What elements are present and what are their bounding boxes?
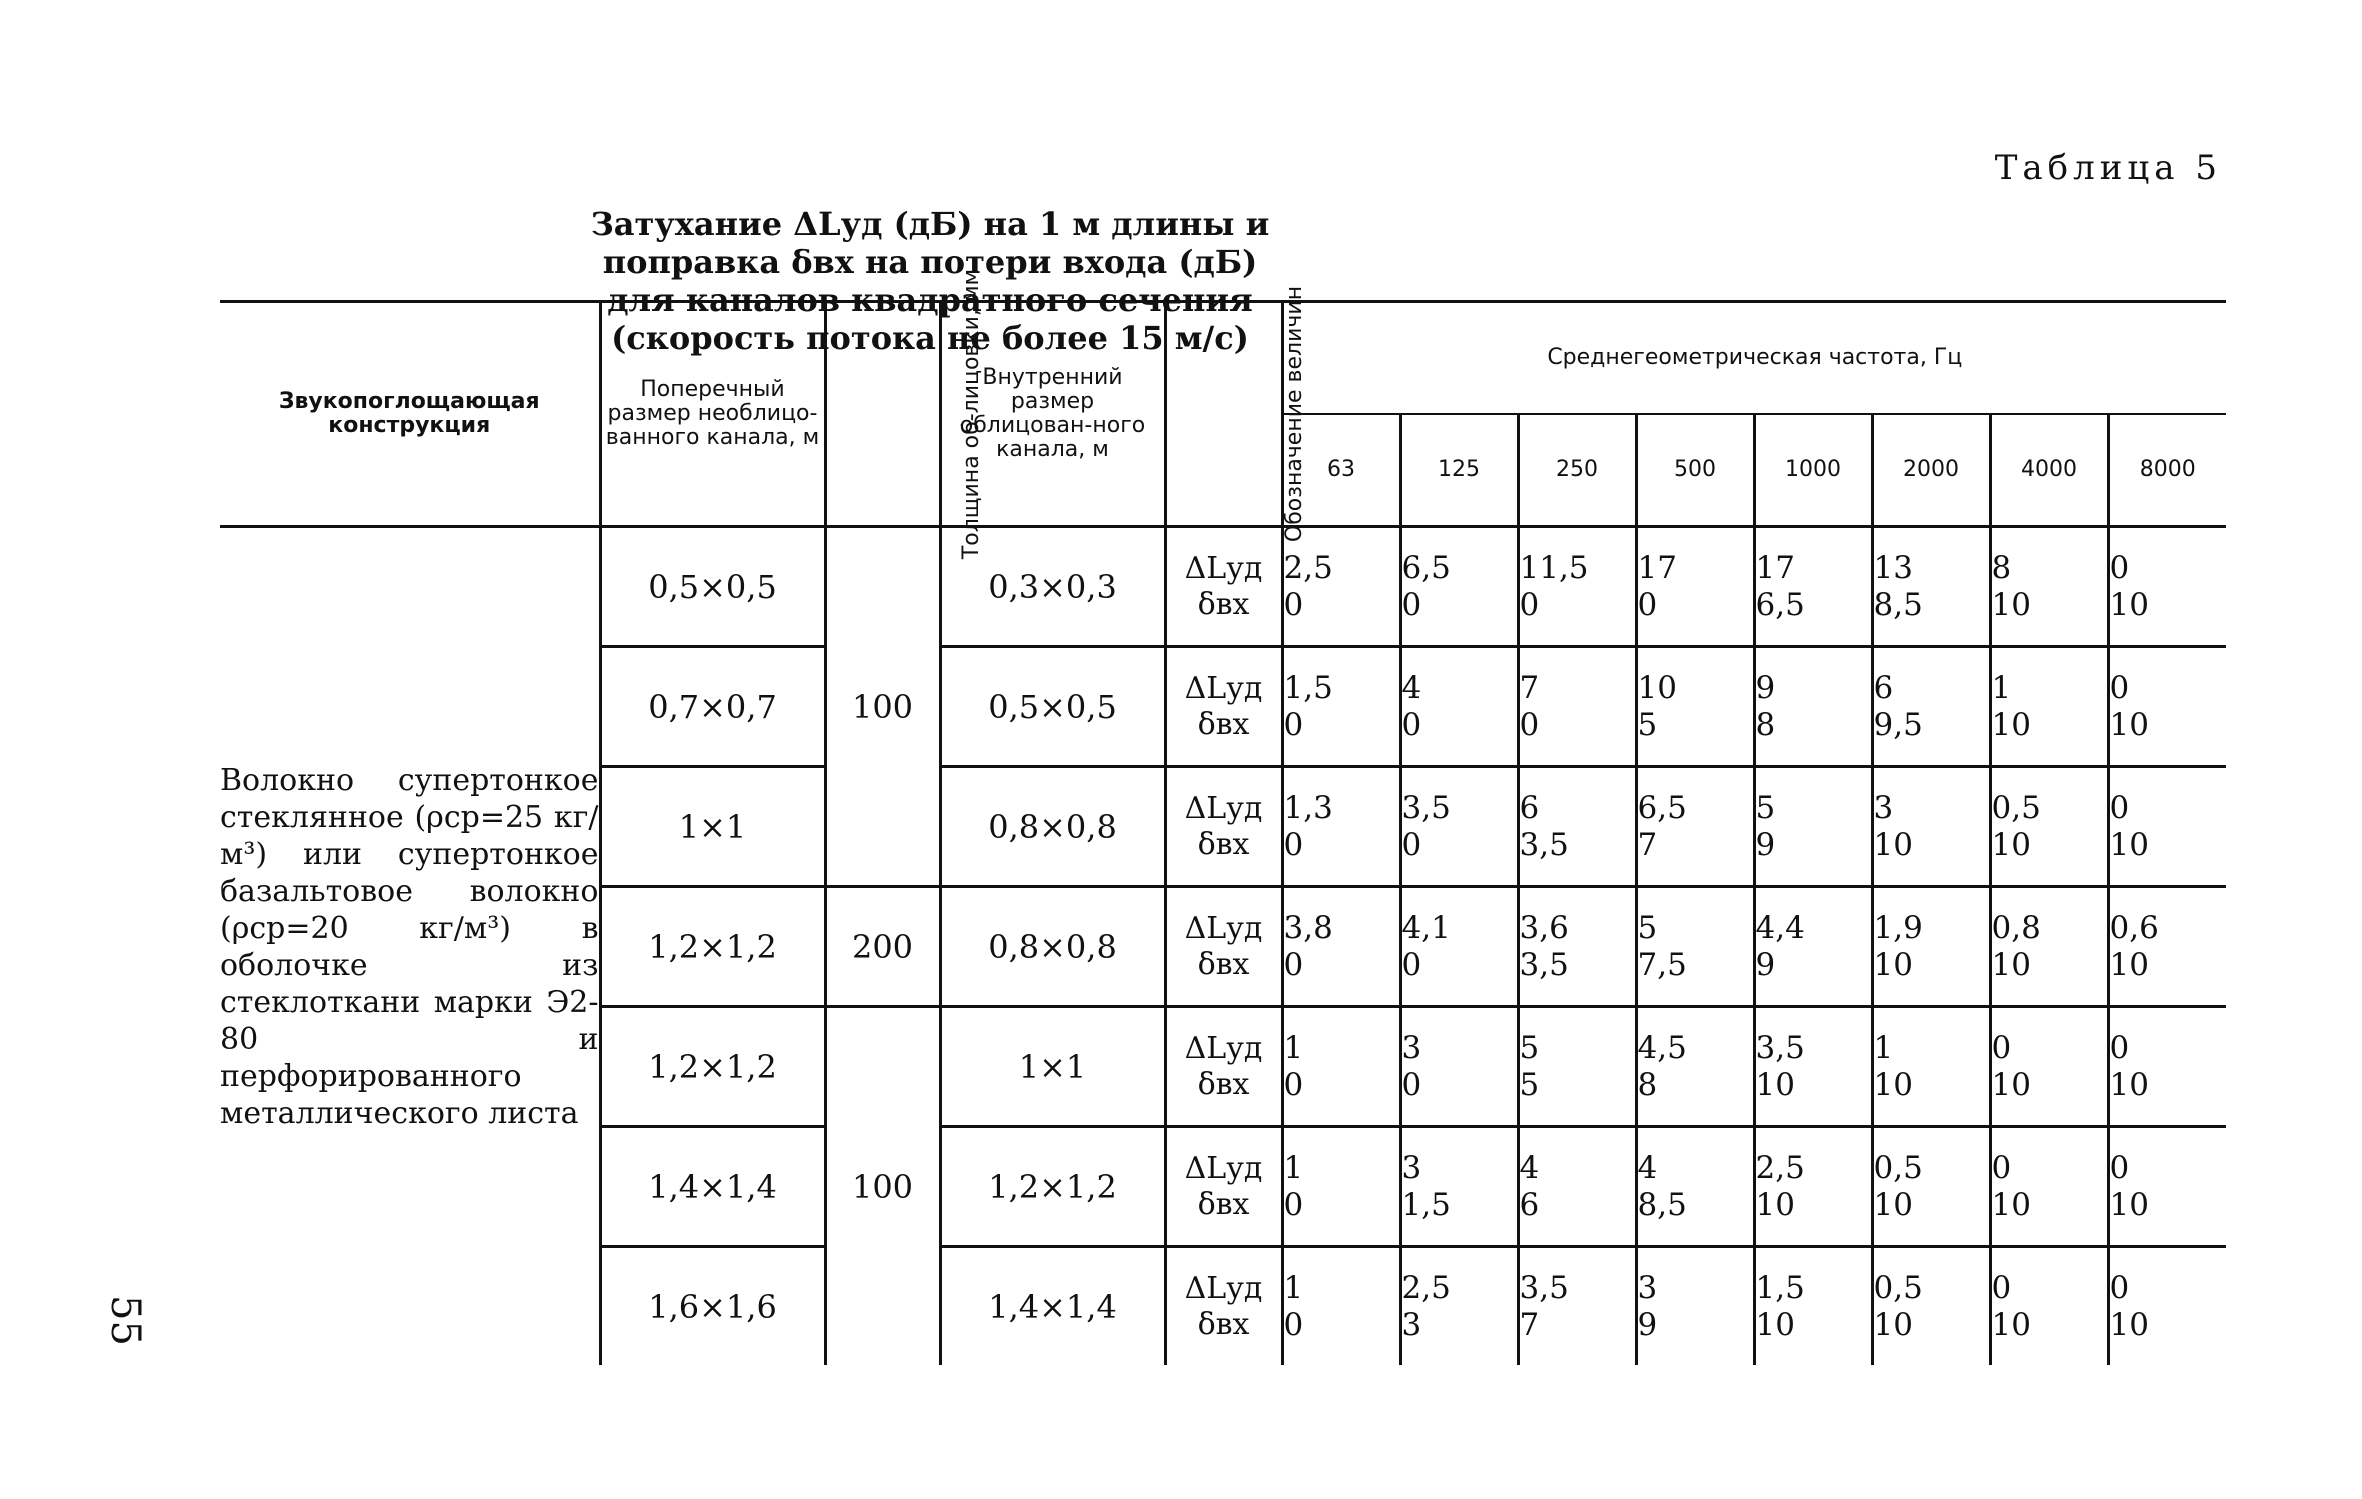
thickness-cell: 100: [825, 527, 940, 887]
dv-value: 0: [1401, 706, 1422, 743]
header-symbol-text: Обозначение величин: [1281, 285, 1307, 543]
page-number: 55: [102, 1295, 148, 1346]
dv-value: 10: [1873, 1186, 1913, 1223]
symbol-cell: [1165, 767, 1282, 887]
thickness-cell: 200: [825, 887, 940, 1007]
dv-value: 10: [1873, 1066, 1913, 1103]
dv-value: 0: [1283, 586, 1304, 623]
dv-value: 0: [1401, 946, 1422, 983]
dl-value: 2,5: [1401, 1269, 1451, 1306]
value-cell: [1282, 527, 1400, 647]
attenuation-table: [220, 268, 2226, 1365]
value-cell: [1636, 1007, 1754, 1127]
dl-value: 3: [1401, 1029, 1422, 1066]
dl-value: 5: [1755, 789, 1776, 826]
dl-value: 10: [1637, 669, 1677, 706]
value-cell: [1400, 647, 1518, 767]
dv-value: 10: [2109, 1306, 2149, 1343]
outer-size-cell: 1,4×1,4: [600, 1127, 825, 1247]
dl-value: 5: [1637, 909, 1658, 946]
dl-value: 1,5: [1755, 1269, 1805, 1306]
dv-value: 10: [1991, 586, 2031, 623]
dv-value: 8,5: [1637, 1186, 1687, 1223]
outer-size-cell: 1,2×1,2: [600, 1007, 825, 1127]
symbol-cell: [1165, 887, 1282, 1007]
dl-value: 3: [1873, 789, 1894, 826]
dv-value: 9,5: [1873, 706, 1923, 743]
header-thickness: [825, 268, 984, 560]
inner-size-cell: 0,3×0,3: [940, 527, 1165, 647]
dl-value: 0,5: [1991, 789, 2041, 826]
outer-size-cell: 1,6×1,6: [600, 1247, 825, 1366]
dl-value: 1,9: [1873, 909, 1923, 946]
value-cell: [2108, 1007, 2226, 1127]
value-cell: [1754, 647, 1872, 767]
freq-8000: 8000: [2108, 414, 2226, 527]
dv-value: 7: [1519, 1306, 1540, 1343]
dl-value: 0: [2109, 1149, 2130, 1186]
freq-1000: 1000: [1754, 414, 1872, 527]
symbol-cell: [1165, 1247, 1282, 1366]
dl-value: 3,8: [1283, 909, 1333, 946]
header-outer-size: Поперечный размер необлицо-ванного канала, м: [600, 302, 825, 527]
dl-value: 4,5: [1637, 1029, 1687, 1066]
dv-value: 6: [1519, 1186, 1540, 1223]
dl-value: 1: [1283, 1149, 1304, 1186]
value-cell: [1518, 887, 1636, 1007]
symbol-cell: [1165, 527, 1282, 647]
dl-value: 0,5: [1873, 1149, 1923, 1186]
dl-value: 1: [1873, 1029, 1894, 1066]
value-cell: [1754, 1007, 1872, 1127]
dv-value: 10: [1991, 946, 2031, 983]
dl-value: 1: [1283, 1269, 1304, 1306]
dv-value: 10: [1991, 826, 2031, 863]
symbol-dv: δвх: [1197, 946, 1250, 982]
value-cell: [1754, 887, 1872, 1007]
dv-value: 10: [1755, 1186, 1795, 1223]
thickness-cell: 100: [825, 1007, 940, 1366]
freq-250: 250: [1518, 414, 1636, 527]
value-cell: [1990, 527, 2108, 647]
dv-value: 10: [1873, 946, 1913, 983]
value-cell: [1636, 767, 1754, 887]
value-cell: [1282, 1247, 1400, 1366]
dv-value: 8: [1755, 706, 1776, 743]
inner-size-cell: 0,8×0,8: [940, 887, 1165, 1007]
dl-value: 6,5: [1401, 549, 1451, 586]
value-cell: [1400, 887, 1518, 1007]
dv-value: 0: [1283, 946, 1304, 983]
dl-value: 5: [1519, 1029, 1540, 1066]
dv-value: 0: [1519, 586, 1540, 623]
dv-value: 3: [1401, 1306, 1422, 1343]
dl-value: 3,6: [1519, 909, 1569, 946]
dl-value: 2,5: [1283, 549, 1333, 586]
dv-value: 10: [2109, 946, 2149, 983]
dv-value: 10: [2109, 586, 2149, 623]
dl-value: 9: [1755, 669, 1776, 706]
dl-value: 6,5: [1637, 789, 1687, 826]
dl-value: 4,4: [1755, 909, 1805, 946]
dl-value: 13: [1873, 549, 1913, 586]
dv-value: 10: [1873, 1306, 1913, 1343]
value-cell: [1636, 1247, 1754, 1366]
value-cell: [1282, 1007, 1400, 1127]
dl-value: 0: [2109, 1269, 2130, 1306]
dl-value: 17: [1637, 549, 1677, 586]
value-cell: [2108, 527, 2226, 647]
dv-value: 3,5: [1519, 826, 1569, 863]
symbol-dl: ΔLуд: [1184, 790, 1263, 826]
value-cell: [1400, 1247, 1518, 1366]
caption-line-2: для каналов квадратного сечения (скорость потока не более 15 м/с): [607, 281, 1253, 357]
outer-size-cell: 0,7×0,7: [600, 647, 825, 767]
value-cell: [1636, 647, 1754, 767]
value-cell: [1282, 647, 1400, 767]
value-cell: [1990, 1007, 2108, 1127]
symbol-dl: ΔLуд: [1184, 1150, 1263, 1186]
value-cell: [1400, 767, 1518, 887]
dv-value: 3,5: [1519, 946, 1569, 983]
outer-size-cell: 1×1: [600, 767, 825, 887]
value-cell: [1518, 1007, 1636, 1127]
dv-value: 0: [1637, 586, 1658, 623]
dl-value: 0,8: [1991, 909, 2041, 946]
value-cell: [2108, 767, 2226, 887]
dv-value: 10: [1755, 1306, 1795, 1343]
dv-value: 10: [2109, 706, 2149, 743]
construction-description: Волокно супертонкое стеклянное (ρср=25 кг/м³) или супертонкое базальтовое волокно (ρср=20 кг/м³) в оболочке из стеклоткани марки Э2-80 и перфорированного металлического листа: [220, 762, 599, 1131]
symbol-dv: δвх: [1197, 1306, 1250, 1342]
dl-value: 0: [2109, 549, 2130, 586]
dv-value: 10: [1991, 1306, 2031, 1343]
dl-value: 4: [1401, 669, 1422, 706]
symbol-dv: δвх: [1197, 1186, 1250, 1222]
value-cell: [2108, 1247, 2226, 1366]
dv-value: 6,5: [1755, 586, 1805, 623]
dl-value: 6: [1873, 669, 1894, 706]
dv-value: 0: [1283, 706, 1304, 743]
dv-value: 10: [2109, 1186, 2149, 1223]
dv-value: 0: [1401, 826, 1422, 863]
dl-value: 3: [1401, 1149, 1422, 1186]
dv-value: 10: [1991, 706, 2031, 743]
dl-value: 0: [2109, 789, 2130, 826]
freq-2000: 2000: [1872, 414, 1990, 527]
value-cell: [1872, 1007, 1990, 1127]
symbol-dl: ΔLуд: [1184, 910, 1263, 946]
inner-size-cell: 1,2×1,2: [940, 1127, 1165, 1247]
dv-value: 10: [2109, 826, 2149, 863]
dl-value: 0: [2109, 1029, 2130, 1066]
dl-value: 11,5: [1519, 549, 1589, 586]
dv-value: 0: [1519, 706, 1540, 743]
dv-value: 10: [1873, 826, 1913, 863]
dl-value: 7: [1519, 669, 1540, 706]
dv-value: 5: [1519, 1066, 1540, 1103]
dv-value: 8: [1637, 1066, 1658, 1103]
value-cell: [1990, 767, 2108, 887]
value-cell: [1872, 767, 1990, 887]
dl-value: 3,5: [1519, 1269, 1569, 1306]
dv-value: 0: [1283, 1186, 1304, 1223]
caption-line-1: Затухание ΔLуд (дБ) на 1 м длины и поправка δвх на потери входа (дБ): [590, 205, 1270, 281]
symbol-dl: ΔLуд: [1184, 1270, 1263, 1306]
dl-value: 0: [1991, 1029, 2012, 1066]
dv-value: 10: [1991, 1066, 2031, 1103]
dv-value: 10: [1755, 1066, 1795, 1103]
dv-value: 0: [1283, 1066, 1304, 1103]
value-cell: [1636, 1127, 1754, 1247]
dl-value: 0,6: [2109, 909, 2159, 946]
value-cell: [1400, 1127, 1518, 1247]
value-cell: [1872, 1127, 1990, 1247]
dl-value: 0: [1991, 1149, 2012, 1186]
value-cell: [2108, 887, 2226, 1007]
freq-500: 500: [1636, 414, 1754, 527]
value-cell: [1518, 647, 1636, 767]
symbol-cell: [1165, 1127, 1282, 1247]
symbol-dv: δвх: [1197, 826, 1250, 862]
value-cell: [2108, 647, 2226, 767]
value-cell: [1518, 527, 1636, 647]
value-cell: [1990, 647, 2108, 767]
dv-value: 8,5: [1873, 586, 1923, 623]
header-construction: Звукопоглощающая конструкция: [220, 302, 600, 527]
dl-value: 17: [1755, 549, 1795, 586]
dv-value: 7,5: [1637, 946, 1687, 983]
inner-size-cell: 0,8×0,8: [940, 767, 1165, 887]
dl-value: 3,5: [1755, 1029, 1805, 1066]
value-cell: [1400, 527, 1518, 647]
dv-value: 0: [1283, 1306, 1304, 1343]
dv-value: 9: [1755, 946, 1776, 983]
dl-value: 3,5: [1401, 789, 1451, 826]
value-cell: [1872, 647, 1990, 767]
symbol-cell: [1165, 1007, 1282, 1127]
dv-value: 7: [1637, 826, 1658, 863]
dl-value: 4,1: [1401, 909, 1451, 946]
value-cell: [1754, 767, 1872, 887]
outer-size-cell: 0,5×0,5: [600, 527, 825, 647]
dl-value: 1,5: [1283, 669, 1333, 706]
value-cell: [1990, 1127, 2108, 1247]
table-row: [220, 527, 2226, 647]
dl-value: 4: [1519, 1149, 1540, 1186]
dv-value: 0: [1283, 826, 1304, 863]
dl-value: 1,3: [1283, 789, 1333, 826]
dv-value: 10: [1991, 1186, 2031, 1223]
inner-size-cell: 0,5×0,5: [940, 647, 1165, 767]
header-thickness-text: Толщина об-лицовки, мм: [958, 268, 984, 560]
symbol-cell: [1165, 647, 1282, 767]
value-cell: [1636, 527, 1754, 647]
value-cell: [1282, 1127, 1400, 1247]
value-cell: [2108, 1127, 2226, 1247]
symbol-dl: ΔLуд: [1184, 670, 1263, 706]
dl-value: 0: [1991, 1269, 2012, 1306]
dl-value: 3: [1637, 1269, 1658, 1306]
freq-125: 125: [1400, 414, 1518, 527]
dv-value: 10: [2109, 1066, 2149, 1103]
symbol-dv: δвх: [1197, 586, 1250, 622]
value-cell: [1636, 887, 1754, 1007]
outer-size-cell: 1,2×1,2: [600, 887, 825, 1007]
freq-63: 63: [1282, 414, 1400, 527]
inner-size-cell: 1,4×1,4: [940, 1247, 1165, 1366]
dv-value: 0: [1401, 1066, 1422, 1103]
header-symbol: [1165, 285, 1307, 543]
value-cell: [1754, 527, 1872, 647]
value-cell: [1518, 767, 1636, 887]
dv-value: 9: [1637, 1306, 1658, 1343]
value-cell: [1754, 1127, 1872, 1247]
dl-value: 1: [1991, 669, 2012, 706]
symbol-dv: δвх: [1197, 1066, 1250, 1102]
dl-value: 0,5: [1873, 1269, 1923, 1306]
inner-size-cell: 1×1: [940, 1007, 1165, 1127]
dl-value: 0: [2109, 669, 2130, 706]
value-cell: [1872, 527, 1990, 647]
header-frequency: Среднегеометрическая частота, Гц: [1282, 302, 2226, 415]
dl-value: 2,5: [1755, 1149, 1805, 1186]
symbol-dl: ΔLуд: [1184, 550, 1263, 586]
dl-value: 6: [1519, 789, 1540, 826]
table-number: Таблица 5: [1994, 148, 2222, 188]
value-cell: [1872, 887, 1990, 1007]
value-cell: [1282, 767, 1400, 887]
dv-value: 5: [1637, 706, 1658, 743]
value-cell: [1518, 1247, 1636, 1366]
freq-4000: 4000: [1990, 414, 2108, 527]
value-cell: [1518, 1127, 1636, 1247]
value-cell: [1400, 1007, 1518, 1127]
dv-value: 1,5: [1401, 1186, 1451, 1223]
dv-value: 0: [1401, 586, 1422, 623]
value-cell: [1282, 887, 1400, 1007]
dl-value: 4: [1637, 1149, 1658, 1186]
dv-value: 9: [1755, 826, 1776, 863]
dl-value: 8: [1991, 549, 2012, 586]
dl-value: 1: [1283, 1029, 1304, 1066]
symbol-dl: ΔLуд: [1184, 1030, 1263, 1066]
value-cell: [1872, 1247, 1990, 1366]
symbol-dv: δвх: [1197, 706, 1250, 742]
header-inner-size: Внутренний размер облицован-ного канала, м: [940, 302, 1165, 527]
value-cell: [1990, 1247, 2108, 1366]
value-cell: [1754, 1247, 1872, 1366]
value-cell: [1990, 887, 2108, 1007]
